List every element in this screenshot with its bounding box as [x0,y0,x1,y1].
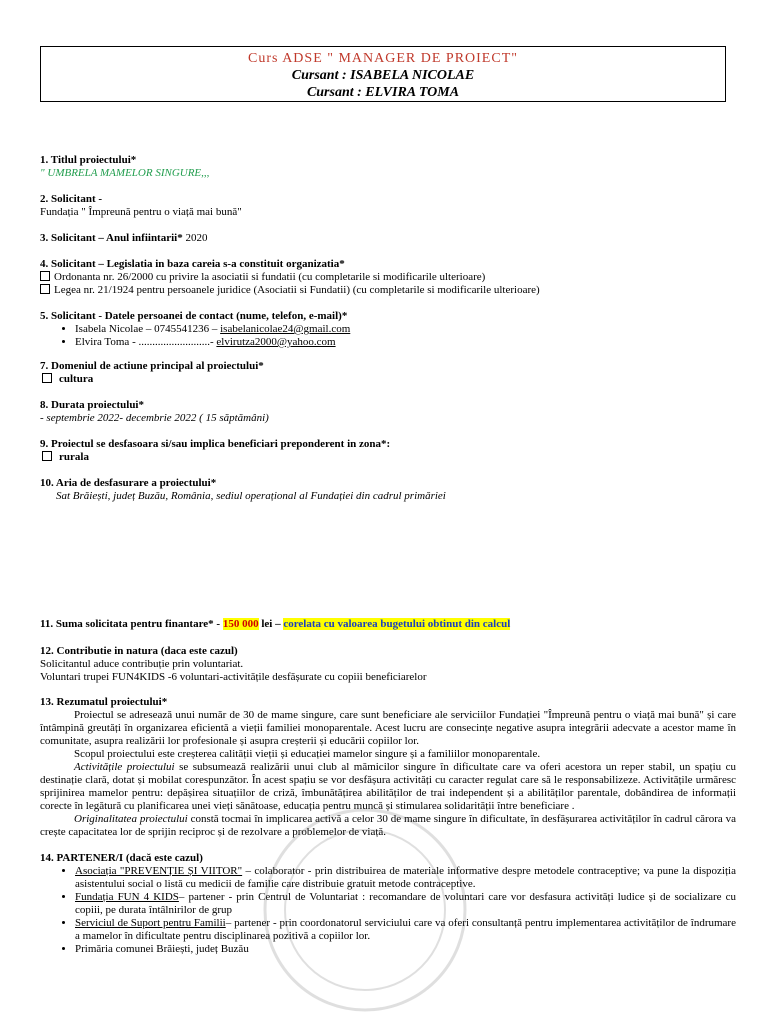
student-1: Cursant : ISABELA NICOLAE [291,68,475,83]
legislation-option-1: Ordonanta nr. 26/2000 cu privire la asociatii si fundatii (cu completarile si modificarile ulterioare) [40,271,736,284]
summary-paragraph: Originalitatea proiectului constă tocmai în implicarea activă a celor 30 de mame singure în dificultate, în desfășurarea activităților în cadrul cărora va crește capacitatea lor de sprijin reciproc și de rezolvare a problemelor de viață. [40,813,736,838]
summary-paragraph: Proiectul se adresează unui număr de 30 de mame singure, care sunt beneficiare ale serviciilor Fundației "Împreună pentru o viață mai bună" și care întâmpină greutăți în organizarea eficientă a vieții familiei monoparentale. Acest lucru are consecințe negative asupra integrării adecvate a acestor mame în comunitate, asupra realizării lor profesionale și asupra creșterii și educării copiilor lor. [40,709,736,747]
checkbox[interactable] [40,284,50,294]
section-title: 12. Contributie in natura (daca este cazul) [40,645,238,657]
section-10 [40,477,736,503]
partner-name[interactable]: Fundația FUN 4 KIDS [75,891,179,903]
section-13 [40,696,736,839]
checkbox[interactable] [40,271,50,281]
checkbox[interactable] [42,373,52,383]
amount-note: corelata cu valoarea bugetului obtinut din calcul [283,618,511,630]
section-title: 14. PARTENER/I (dacă este cazul) [40,852,203,864]
section-title: 11. Suma solicitata pentru finantare* - [40,618,223,630]
section-9 [40,438,736,464]
section-title: 8. Durata proiectului* [40,399,144,411]
student-2: Cursant : ELVIRA TOMA [306,85,460,100]
partner-name[interactable]: Asociația "PREVENȚIE ȘI VIITOR" [75,865,243,877]
section-2 [40,193,736,219]
section-5 [40,310,736,349]
section-11 [40,618,736,631]
domain-option: cultura [40,373,736,386]
section-title: 7. Domeniul de actiune principal al proiectului* [40,360,264,372]
course-title: Curs ADSE " MANAGER DE PROIECT" [248,51,518,66]
list-item: • Fundația FUN 4 KIDS– partener - prin Centrul de Voluntariat : recomandare de voluntari care vor desfasura activități ludice și de socializare cu copiii, pe durata întâlnirilor de grup [75,891,736,917]
section-title: 1. Titlul proiectului* [40,154,137,166]
duration: - septembrie 2022- decembrie 2022 ( 15 săptămâni) [40,412,269,424]
section-7 [40,360,736,386]
list-item: • Elvira Toma - ..........................- elvirutza2000@yahoo.com [75,336,736,349]
zone-option: rurala [40,451,736,464]
list-item: • Isabela Nicolae – 0745541236 – isabelanicolae24@gmail.com [75,323,736,336]
section-title: 4. Solicitant – Legislatia in baza careia s-a constituit organizatia* [40,258,345,270]
requested-amount: 150 000 [222,618,259,630]
summary-paragraph: Scopul proiectului este creșterea calității vieții și educației mamelor singure și a familiilor monoparentale. [74,748,541,760]
section-4 [40,258,736,297]
section-12 [40,645,736,684]
section-14 [40,852,736,956]
legislation-option-2: Legea nr. 21/1924 pentru persoanele juridice (Asociatii si Fundatii) (cu completarile si modificarile ulterioare) [40,284,736,297]
currency: lei – [258,618,284,630]
section-title: 2. Solicitant - [40,193,103,205]
founding-year: 2020 [182,232,208,244]
email-link[interactable]: isabelanicolae24@gmail.com [220,323,351,335]
section-title: 3. Solicitant – Anul infiintarii* [40,232,183,244]
partner-name[interactable]: Serviciul de Suport pentru Familii [75,917,226,929]
list-item: • Serviciul de Suport pentru Familii– partener - prin coordonatorul serviciului care va oferi consultanță pentru implementarea activităților de îndrumare a mamelor în dificultate pentru disciplinarea pozitivă a copiilor lor. [75,917,736,943]
section-8 [40,399,736,425]
contact-list [40,323,736,349]
section-title: 13. Rezumatul proiectului* [40,696,168,708]
list-item: • Asociația "PREVENȚIE ȘI VIITOR" – colaborator - prin distribuirea de materiale informative despre metodele contraceptive; va pune la dispoziția asistentului social o listă cu medicii de familie care distribuie gratuit metode contraceptive. [75,865,736,891]
area: Sat Brăiești, județ Buzău, România, sediul operațional al Fundației din cadrul primăriei [56,490,446,502]
email-link[interactable]: elvirutza2000@yahoo.com [216,336,336,348]
applicant-name: Fundația " Împreună pentru o viață mai bună" [40,206,242,218]
section-1 [40,154,736,180]
partner-list [40,865,736,956]
form-content [40,154,736,956]
list-item: • Primăria comunei Brăiești, județ Buzău [75,943,736,956]
header-box [40,46,726,102]
contribution-line: Voluntari trupei FUN4KIDS -6 voluntari-activitățile desfășurate cu copiii beneficiarelor [40,671,427,683]
checkbox[interactable] [42,451,52,461]
summary-paragraph: Activitățile proiectului se subsumează realizării unui club al mămicilor singure în dificultate care va oferi acestora un reper stabil, un spațiu cu destinație clară, dotat și mobilat corespunzător. În acest spațiu se vor desfășura activități cu caracter regulat care să le responsabilizeze. Activitățile urmăresc sprijinirea mamelor pentru: depășirea situațiilor de criză, îmbunătățirea abilităților de trai independent și a abilităților parentale, dobândirea de informații corecte în legătură cu planificarea unei vieți sănătoase, educația pentru muncă și stimularea solidarității între beneficiare . [40,761,736,812]
section-title: 5. Solicitant - Datele persoanei de contact (nume, telefon, e-mail)* [40,310,348,322]
contribution-line: Solicitantul aduce contribuție prin voluntariat. [40,658,244,670]
section-title: 10. Aria de desfasurare a proiectului* [40,477,217,489]
section-title: 9. Proiectul se desfasoara si/sau implica beneficiari preponderent in zona*: [40,438,391,450]
project-title: " UMBRELA MAMELOR SINGURE,,, [40,167,210,179]
section-3 [40,232,736,245]
